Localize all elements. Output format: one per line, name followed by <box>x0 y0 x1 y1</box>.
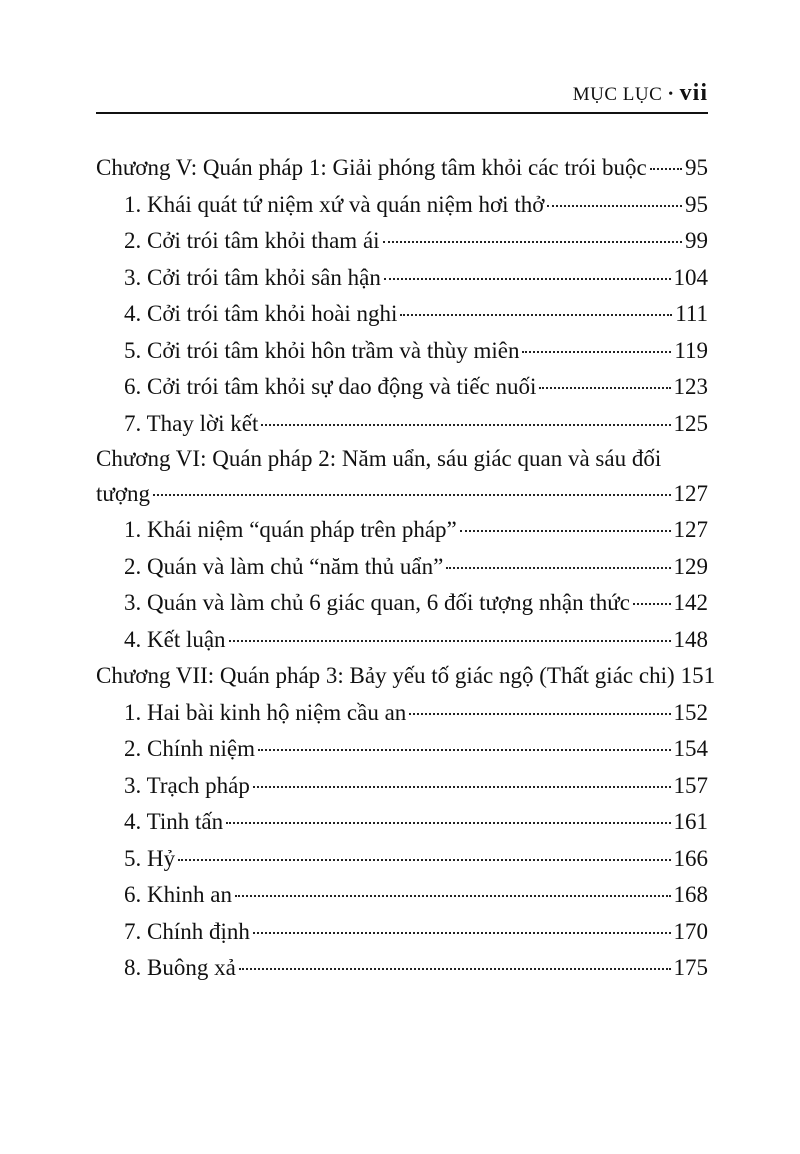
toc-page-number: 127 <box>673 481 708 506</box>
dot-leader <box>229 640 671 642</box>
toc-page-number: 157 <box>673 772 708 798</box>
toc-section-row[interactable] <box>96 333 708 370</box>
dot-leader <box>253 786 671 788</box>
toc-section-row[interactable] <box>96 260 708 297</box>
toc-page-number: 95 <box>685 191 708 217</box>
toc-section-label: 6. Khinh an <box>124 882 232 907</box>
toc-chapter-row-line2[interactable] <box>96 476 708 512</box>
dot-leader <box>650 168 682 170</box>
dot-leader <box>409 713 670 715</box>
dot-leader <box>460 530 671 532</box>
toc-section-label: 4. Cởi trói tâm khỏi hoài nghi <box>124 301 398 326</box>
dot-leader <box>547 205 682 207</box>
toc-section-label: 1. Hai bài kinh hộ niệm cầu an <box>124 699 407 725</box>
toc-section-row[interactable] <box>96 695 708 732</box>
dot-leader <box>633 603 671 605</box>
toc-page-number: 142 <box>673 590 708 615</box>
toc-section-row[interactable] <box>96 512 708 549</box>
toc-section-row[interactable] <box>96 187 708 224</box>
dot-leader <box>258 749 671 751</box>
toc-chapter-row-line1[interactable] <box>96 442 708 476</box>
toc-page-number: 161 <box>673 809 708 834</box>
table-of-contents <box>96 150 716 987</box>
dot-leader <box>400 314 672 316</box>
toc-section-row[interactable] <box>96 768 708 805</box>
toc-chapter-row[interactable] <box>96 658 716 695</box>
toc-section-label: 3. Quán và làm chủ 6 giác quan, 6 đối tượng nhận thức <box>124 590 630 615</box>
dot-leader <box>153 494 670 496</box>
toc-page-number: 99 <box>685 228 708 253</box>
dot-leader <box>239 968 671 970</box>
toc-page-number: 168 <box>673 882 708 907</box>
toc-page-number: 129 <box>673 553 708 579</box>
toc-section-row[interactable] <box>96 877 708 914</box>
toc-page-number: 152 <box>673 699 708 725</box>
toc-page-number: 111 <box>675 301 708 326</box>
toc-section-label: 8. Buông xả <box>124 955 236 980</box>
toc-section-label: 3. Cởi trói tâm khỏi sân hận <box>124 264 381 290</box>
toc-section-label: 3. Trạch pháp <box>124 772 250 798</box>
toc-page-number: 125 <box>673 410 708 436</box>
toc-section-row[interactable] <box>96 406 708 443</box>
toc-section-row[interactable] <box>96 950 708 987</box>
toc-chapter-label: Chương VII: Quán pháp 3: Bảy yếu tố giác ngộ (Thất giác chi) <box>96 663 675 688</box>
toc-chapter-row[interactable] <box>96 150 708 187</box>
toc-page-number: 95 <box>685 155 708 180</box>
dot-leader <box>522 351 671 353</box>
toc-page-number: 151 <box>680 663 716 688</box>
toc-section-row[interactable] <box>96 369 708 406</box>
toc-chapter-label: Chương V: Quán pháp 1: Giải phóng tâm khỏi các trói buộc <box>96 155 647 180</box>
toc-chapter-label: Chương VI: Quán pháp 2: Năm uẩn, sáu giác quan và sáu đối <box>96 446 662 471</box>
toc-page-number: 175 <box>673 955 708 980</box>
header-page-number: vii <box>679 80 708 106</box>
header-title: MỤC LỤC <box>572 84 663 105</box>
toc-section-label: 2. Cởi trói tâm khỏi tham ái <box>124 228 380 253</box>
dot-leader <box>178 859 670 861</box>
toc-section-row[interactable] <box>96 549 708 586</box>
toc-page-number: 119 <box>674 337 708 363</box>
toc-section-row[interactable] <box>96 296 708 333</box>
toc-section-label: 1. Khái quát tứ niệm xứ và quán niệm hơi thở <box>124 191 545 217</box>
toc-page-number: 148 <box>673 626 708 652</box>
toc-page-number: 127 <box>673 517 708 542</box>
toc-section-label: 5. Hỷ <box>124 845 176 871</box>
dot-leader <box>261 424 670 426</box>
toc-section-row[interactable] <box>96 841 708 878</box>
toc-section-label: 4. Kết luận <box>124 626 226 652</box>
toc-section-row[interactable] <box>96 585 708 622</box>
toc-page-number: 154 <box>673 736 708 761</box>
dot-leader <box>539 387 670 389</box>
toc-section-label: 5. Cởi trói tâm khỏi hôn trầm và thùy miên <box>124 337 520 363</box>
dot-leader <box>253 932 671 934</box>
toc-section-label: 4. Tinh tấn <box>124 809 224 834</box>
toc-section-label: 1. Khái niệm “quán pháp trên pháp” <box>124 517 457 542</box>
dot-leader <box>446 567 670 569</box>
toc-section-row[interactable] <box>96 731 708 768</box>
dot-leader <box>384 278 671 280</box>
toc-page-number: 104 <box>673 264 708 290</box>
toc-page-number: 166 <box>673 845 708 871</box>
dot-leader <box>235 895 671 897</box>
toc-section-label: 2. Chính niệm <box>124 736 255 761</box>
toc-section-label: 6. Cởi trói tâm khỏi sự dao động và tiếc nuối <box>124 374 537 399</box>
toc-chapter-label-continued: tượng <box>96 481 151 506</box>
header-bullet: • <box>668 87 674 102</box>
toc-page-number: 170 <box>673 918 708 944</box>
dot-leader <box>383 241 682 243</box>
toc-section-label: 7. Thay lời kết <box>124 410 259 436</box>
running-header <box>96 80 708 110</box>
toc-section-label: 7. Chính định <box>124 918 250 944</box>
toc-section-row[interactable] <box>96 914 708 951</box>
toc-section-label: 2. Quán và làm chủ “năm thủ uẩn” <box>124 553 444 579</box>
toc-section-row[interactable] <box>96 223 708 260</box>
toc-page-number: 123 <box>673 374 708 399</box>
toc-section-row[interactable] <box>96 622 708 659</box>
dot-leader <box>226 822 670 824</box>
header-rule <box>96 112 708 114</box>
toc-section-row[interactable] <box>96 804 708 841</box>
